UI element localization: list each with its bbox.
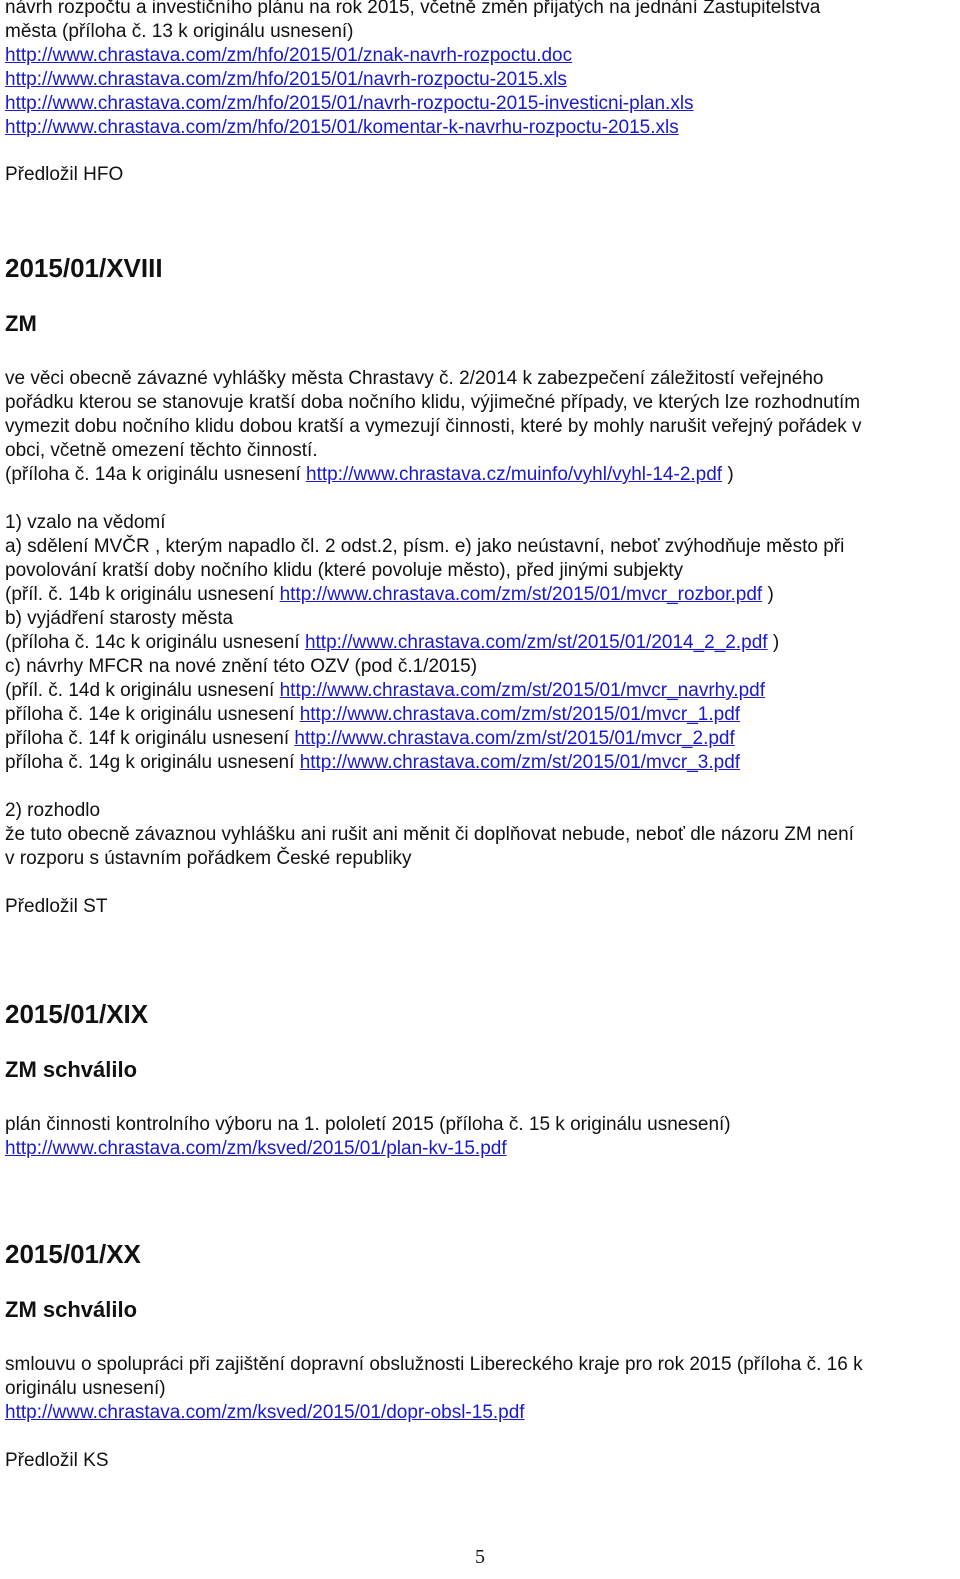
- document-page: [5, 0, 955, 1473]
- link-investment-plan[interactable]: http://www.chrastava.com/zm/hfo/2015/01/navrh-rozpoctu-2015-investicni-plan.xls: [5, 93, 694, 114]
- attachment-line: příloha č. 14e k originálu usnesení http://www.chrastava.com/zm/st/2015/01/mvcr_1.pdf: [5, 704, 741, 725]
- link-attachment-14a[interactable]: http://www.chrastava.cz/muinfo/vyhl/vyhl-14-2.pdf: [306, 464, 723, 485]
- text-line: originálu usnesení): [5, 1378, 166, 1399]
- attachment-line: příloha č. 14f k originálu usnesení http://www.chrastava.com/zm/st/2015/01/mvcr_2.pdf: [5, 728, 735, 749]
- link-control-committee-plan[interactable]: http://www.chrastava.com/zm/ksved/2015/01/plan-kv-15.pdf: [5, 1138, 507, 1159]
- text-line: obci, včetně omezení těchto činností.: [5, 440, 318, 461]
- text-line: smlouvu o spolupráci při zajištění dopravní obslužnosti Libereckého kraje pro rok 2015 (příloha č. 16 k: [5, 1354, 863, 1375]
- link-budget-doc[interactable]: http://www.chrastava.com/zm/hfo/2015/01/znak-navrh-rozpoctu.doc: [5, 45, 573, 66]
- text-line: plán činnosti kontrolního výboru na 1. pololetí 2015 (příloha č. 15 k originálu usnesení): [5, 1114, 731, 1135]
- link-budget-xls[interactable]: http://www.chrastava.com/zm/hfo/2015/01/navrh-rozpoctu-2015.xls: [5, 69, 567, 90]
- link-attachment-14b[interactable]: http://www.chrastava.com/zm/st/2015/01/mvcr_rozbor.pdf: [279, 584, 763, 605]
- attachment-line: příloha č. 14g k originálu usnesení http://www.chrastava.com/zm/st/2015/01/mvcr_3.pdf: [5, 752, 741, 773]
- resolution-xix: [5, 999, 955, 1161]
- text-line: pořádku kterou se stanovuje kratší doba nočního klidu, výjimečné případy, ve kterých lze rozhodnutím: [5, 392, 861, 413]
- attachment-line: (příloha č. 14a k originálu usnesení http://www.chrastava.cz/muinfo/vyhl/vyhl-14-2.pdf ): [5, 464, 734, 485]
- point-title: 1) vzalo na vědomí: [5, 512, 166, 533]
- link-budget-commentary[interactable]: http://www.chrastava.com/zm/hfo/2015/01/komentar-k-navrhu-rozpoctu-2015.xls: [5, 117, 679, 138]
- attachment-line: (příloha č. 14c k originálu usnesení http://www.chrastava.com/zm/st/2015/01/2014_2_2.pdf ): [5, 632, 780, 653]
- resolution-decision: ZM schválilo: [5, 1057, 138, 1082]
- resolution-body: ZM: [5, 311, 37, 336]
- text-line: a) sdělení MVČR , kterým napadlo čl. 2 odst.2, písm. e) jako neústavní, neboť zvýhodňuje město při: [5, 536, 845, 557]
- link-attachment-14d[interactable]: http://www.chrastava.com/zm/st/2015/01/mvcr_navrhy.pdf: [279, 680, 765, 701]
- resolution-number: 2015/01/XVIII: [5, 253, 163, 283]
- attachment-line: (příl. č. 14d k originálu usnesení http://www.chrastava.com/zm/st/2015/01/mvcr_navrhy.pdf: [5, 680, 765, 701]
- presenter: Předložil KS: [5, 1450, 109, 1471]
- text-line: b) vyjádření starosty města: [5, 608, 234, 629]
- link-attachment-14g[interactable]: http://www.chrastava.com/zm/st/2015/01/mvcr_3.pdf: [299, 752, 741, 773]
- point-title: 2) rozhodlo: [5, 800, 101, 821]
- text-line: že tuto obecně závaznou vyhlášku ani rušit ani měnit či doplňovat nebude, neboť dle názoru ZM není: [5, 824, 854, 845]
- link-attachment-14c[interactable]: http://www.chrastava.com/zm/st/2015/01/2014_2_2.pdf: [304, 632, 768, 653]
- text-line: vymezit dobu nočního klidu dobou kratší a vymezují činnosti, které by mohly narušit veřejný pořádek v: [5, 416, 862, 437]
- text-line: města (příloha č. 13 k originálu usnesení): [5, 21, 354, 42]
- presenter: Předložil ST: [5, 896, 108, 917]
- resolution-decision: ZM schválilo: [5, 1297, 138, 1322]
- attachment-line: (příl. č. 14b k originálu usnesení http://www.chrastava.com/zm/st/2015/01/mvcr_rozbor.pdf ): [5, 584, 774, 605]
- budget-section-tail: [5, 0, 955, 187]
- text-line: návrh rozpočtu a investičního plánu na rok 2015, včetně změn přijatých na jednání Zastupitelstva: [5, 0, 821, 18]
- link-attachment-14f[interactable]: http://www.chrastava.com/zm/st/2015/01/mvcr_2.pdf: [294, 728, 735, 749]
- page-number: 5: [475, 1546, 485, 1568]
- link-transport-contract[interactable]: http://www.chrastava.com/zm/ksved/2015/01/dopr-obsl-15.pdf: [5, 1402, 525, 1423]
- text-line: povolování kratší doby nočního klidu (které povoluje město), před jinými subjekty: [5, 560, 684, 581]
- resolution-number: 2015/01/XIX: [5, 999, 149, 1029]
- text-line: ve věci obecně závazné vyhlášky města Chrastavy č. 2/2014 k zabezpečení záležitostí veřejného: [5, 368, 824, 389]
- resolution-number: 2015/01/XX: [5, 1239, 141, 1269]
- presenter: Předložil HFO: [5, 164, 124, 185]
- resolution-xviii: [5, 253, 955, 919]
- text-line: c) návrhy MFCR na nové znění této OZV (pod č.1/2015): [5, 656, 478, 677]
- link-attachment-14e[interactable]: http://www.chrastava.com/zm/st/2015/01/mvcr_1.pdf: [299, 704, 741, 725]
- resolution-xx: [5, 1239, 955, 1473]
- text-line: v rozporu s ústavním pořádkem České republiky: [5, 848, 412, 869]
